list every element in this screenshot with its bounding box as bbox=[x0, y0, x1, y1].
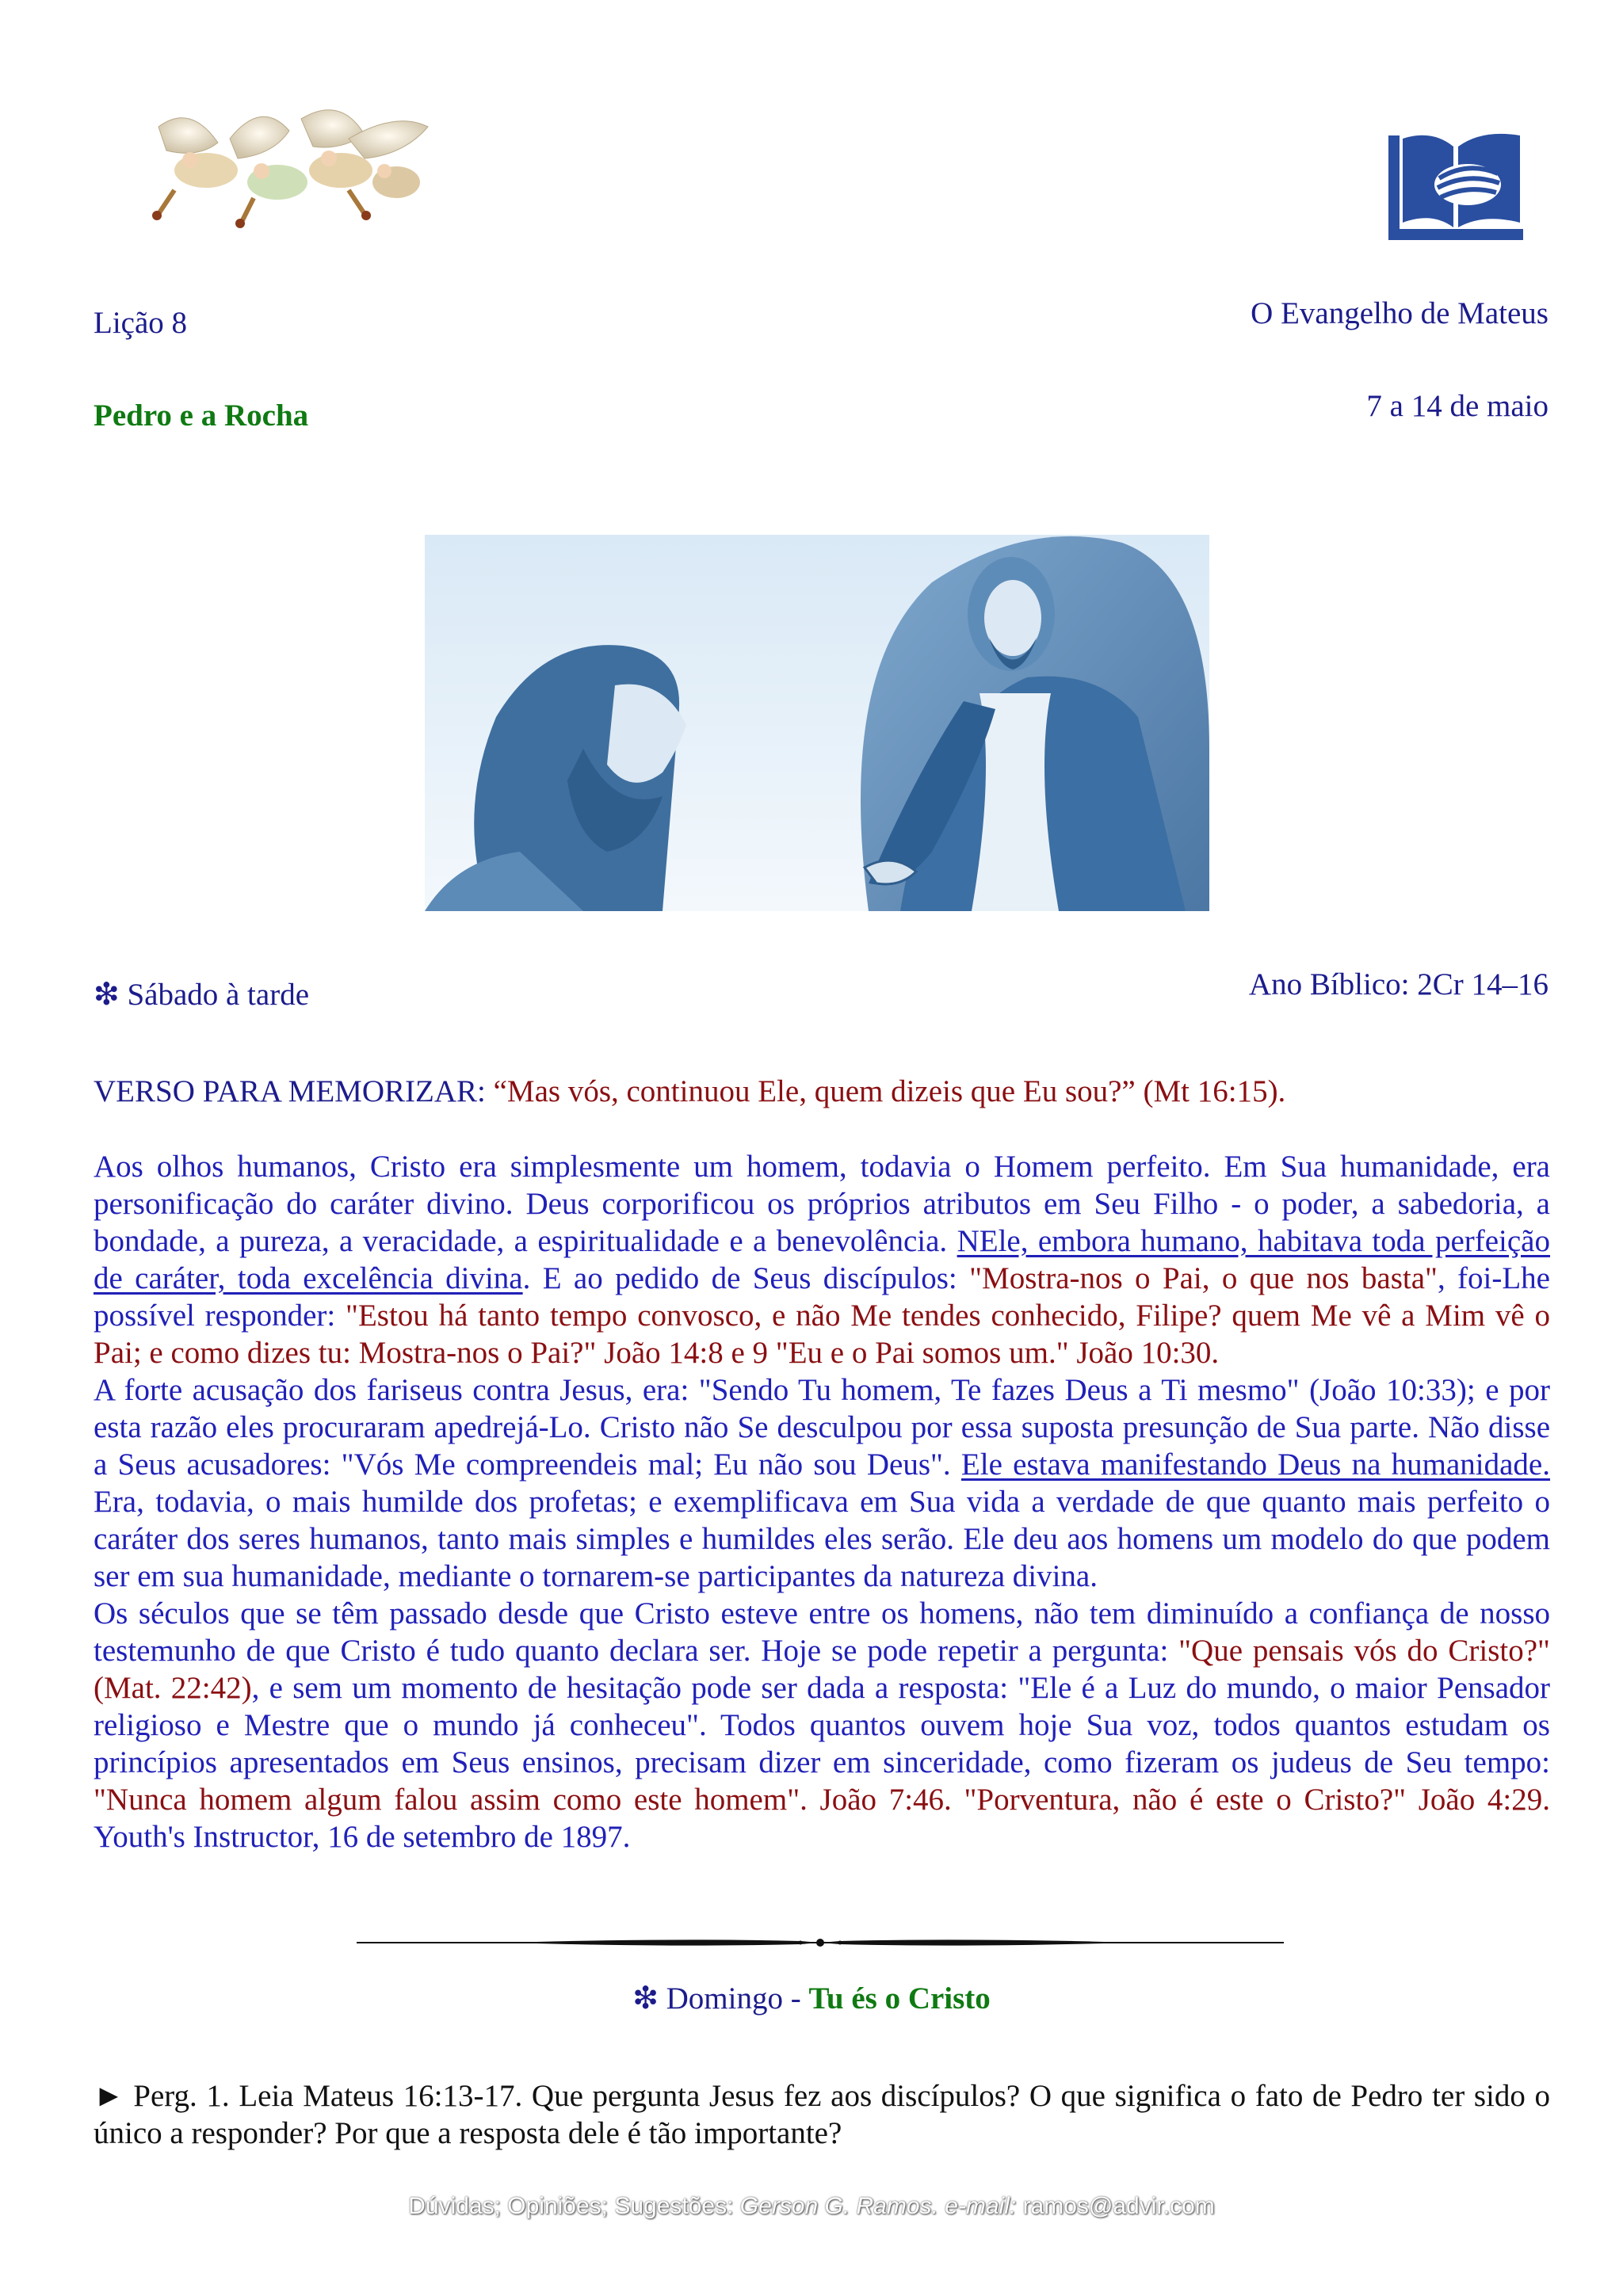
day-title: Tu és o Cristo bbox=[808, 1981, 991, 2016]
angels-illustration bbox=[143, 95, 444, 230]
lesson-number: Lição 8 bbox=[94, 306, 188, 340]
ornamental-divider bbox=[357, 1933, 1284, 1952]
footer-label: Dúvidas; Opiniões; Sugestões: bbox=[408, 2193, 740, 2219]
memory-verse-label: VERSO PARA MEMORIZAR: bbox=[94, 1074, 494, 1108]
paragraph: Aos olhos humanos, Cristo era simplesmente um homem, todavia o Homem perfeito. Em Sua humanidade, era personificação do caráter divino. Deus corporificou os próprios atributos em Seu Filho - o poder, a sabedoria, a bondade, a pureza, a veracidade, a espiritualidade e a benevolência. NEle, embora humano, habitava toda perfeição de caráter, toda excelência divina. E ao pedido de Seus discípulos: "Mostra-nos o Pai, o que nos basta", foi-Lhe possível responder: "Estou há tanto tempo convosco, e não Me tendes conhecido, Filipe? quem Me vê a Mim vê o Pai; e como dizes tu: Mostra-nos o Pai?" João 14:8 e 9 "Eu e o Pai somos um." João 10:30. bbox=[94, 1150, 1550, 1370]
day-heading-sabbath bbox=[94, 977, 309, 1013]
underlined-text: NEle, embora humano, habitava toda perfeição de caráter, toda excelência divina bbox=[94, 1224, 1550, 1295]
footer-contact bbox=[0, 2193, 1623, 2220]
footer-email[interactable]: ramos@advir.com bbox=[1016, 2193, 1215, 2219]
lesson-title: Pedro e a Rocha bbox=[94, 399, 309, 433]
footer-author: Gerson G. Ramos. e-mail: bbox=[739, 2193, 1017, 2219]
book-title: O Evangelho de Mateus bbox=[1251, 296, 1549, 330]
memory-verse-text: “Mas vós, continuou Ele, quem dizeis que Eu sou?” (Mt 16:15). bbox=[493, 1074, 1286, 1108]
sabbath-reading bbox=[94, 1148, 1550, 1855]
question-text: Perg. 1. Leia Mateus 16:13-17. Que pergunta Jesus fez aos discípulos? O que significa o fato de Pedro ter sido o único a responder? Por que a resposta dele é tão importante? bbox=[94, 2079, 1550, 2150]
day-heading-sunday bbox=[0, 1981, 1623, 2016]
peter-and-jesus-illustration bbox=[425, 511, 1209, 911]
bible-year: Ano Bíblico: 2Cr 14–16 bbox=[1248, 967, 1549, 1001]
paragraph: A forte acusação dos fariseus contra Jesus, era: "Sendo Tu homem, Te fazes Deus a Ti mesmo" (João 10:33); e por esta razão eles procuraram apedrejá-Lo. Cristo não Se desculpou por essa suposta presunção de Sua parte. Não disse a Seus acusadores: "Vós Me compreendeis mal; Eu não sou Deus". Ele estava manifestando Deus na humanidade. Era, todavia, o mais humilde dos profetas; e exemplificava em Sua vida a verdade de que quanto mais perfeito o caráter dos seres humanos, tanto mais simples e humildes eles serão. Ele deu aos homens um modelo do que podem ser em sua humanidade, mediante o tornarem-se participantes da natureza divina. bbox=[94, 1373, 1550, 1593]
paragraph: Os séculos que se têm passado desde que Cristo esteve entre os homens, não tem diminuído a confiança de nosso testemunho de que Cristo é tudo quanto declara ser. Hoje se pode repetir a pergunta: "Que pensais vós do Cristo?" (Mat. 22:42), e sem um momento de hesitação pode ser dada a resposta: "Ele é a Luz do mundo, o maior Pensador religioso e Mestre que o mundo já conheceu". Todos quantos ouvem hoje Sua voz, todos quantos estudam os princípios apresentados em Seus ensinos, precisam dizer em sinceridade, como fizeram os judeus de Seu tempo: "Nunca homem algum falou assim como este homem". João 7:46. "Porventura, não é este o Cristo?" João 4:29. Youth's Instructor, 16 de setembro de 1897. bbox=[94, 1596, 1551, 1854]
quote-text: "Que pensais vós do Cristo?" (Mat. 22:42) bbox=[94, 1634, 1550, 1705]
quote-text: "Nunca homem algum falou assim como este homem". João 7:46. "Porventura, não é este o Cristo?" João 4:29. bbox=[94, 1783, 1550, 1817]
quote-text: "Estou há tanto tempo convosco, e não Me tendes conhecido, Filipe? quem Me vê a Mim vê o Pai; e como dizes tu: Mostra-nos o Pai?" João 14:8 e 9 "Eu e o Pai somos um." João 10:30. bbox=[94, 1299, 1550, 1370]
day-label: Domingo - bbox=[666, 1981, 809, 2016]
open-book-logo bbox=[1388, 129, 1523, 240]
question-1 bbox=[94, 2077, 1550, 2152]
asterisk-ornament-icon: ❇ bbox=[632, 1981, 659, 2016]
asterisk-ornament-icon: ❇ bbox=[94, 978, 120, 1012]
date-range: 7 a 14 de maio bbox=[1366, 389, 1549, 423]
day-label: Sábado à tarde bbox=[127, 978, 310, 1012]
underlined-text: Ele estava manifestando Deus na humanidade. bbox=[960, 1447, 1550, 1482]
quote-text: "Mostra-nos o Pai, o que nos basta" bbox=[969, 1261, 1438, 1295]
triangle-pointer-icon: ► bbox=[94, 2079, 124, 2113]
memory-verse bbox=[94, 1073, 1550, 1110]
